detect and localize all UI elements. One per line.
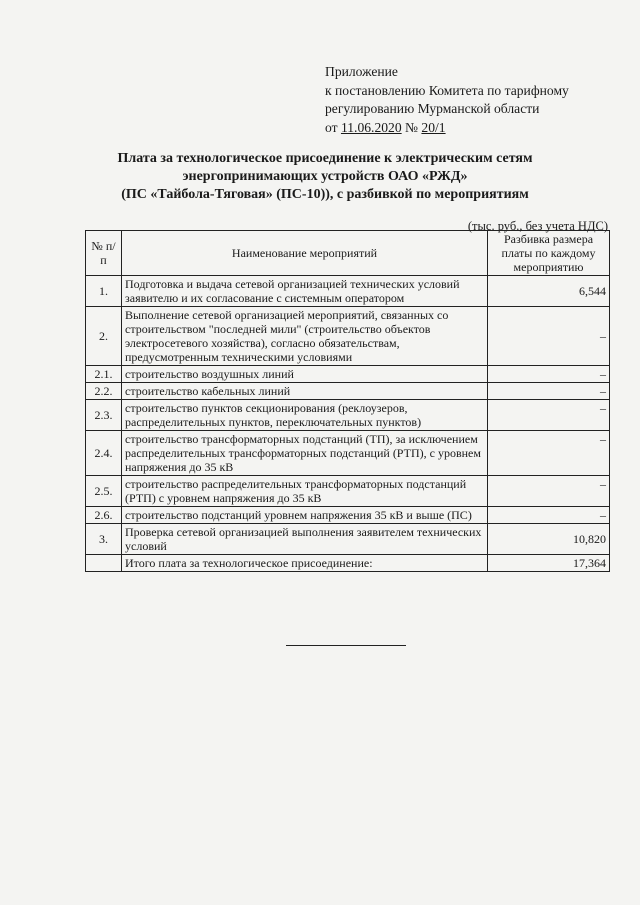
row-name: строительство кабельных линий (122, 383, 488, 400)
row-value: – (488, 507, 610, 524)
row-name: строительство воздушных линий (122, 366, 488, 383)
row-name: строительство подстанций уровнем напряжения 35 кВ и выше (ПС) (122, 507, 488, 524)
row-value: – (488, 431, 610, 476)
date-prefix: от (325, 119, 341, 135)
appendix-date-line (325, 119, 569, 138)
row-num: 1. (86, 276, 122, 307)
row-name: строительство распределительных трансформаторных подстанций (РТП) с уровнем напряжения до 35 кВ (122, 476, 488, 507)
table-row (86, 431, 610, 476)
title-line1: Плата за технологическое присоединение к электрическим сетям (117, 151, 533, 166)
header-value: Разбивка размера платы по каждому мероприятию (488, 231, 610, 276)
row-num: 2.5. (86, 476, 122, 507)
row-name: Подготовка и выдача сетевой организацией технических условий заявителю и их согласование с системным оператором (122, 276, 488, 307)
row-num: 2.2. (86, 383, 122, 400)
number-prefix: № (401, 119, 422, 135)
row-num: 2.4. (86, 431, 122, 476)
row-num: 3. (86, 524, 122, 555)
table-row (86, 366, 610, 383)
table-row (86, 507, 610, 524)
resolution-date: 11.06.2020 (340, 119, 402, 135)
row-value: – (488, 476, 610, 507)
appendix-line1: Приложение (325, 64, 398, 79)
row-num: 2. (86, 307, 122, 366)
fee-table (85, 230, 610, 572)
total-label: Итого плата за технологическое присоединение: (122, 555, 488, 572)
title-line3: (ПС «Тайбола-Тяговая» (ПС-10)), с разбивкой по мероприятиям (121, 187, 529, 202)
appendix-header (325, 63, 569, 137)
row-num: 2.1. (86, 366, 122, 383)
row-value: – (488, 383, 610, 400)
table-row (86, 276, 610, 307)
table-row (86, 307, 610, 366)
document-title (90, 150, 560, 204)
row-value: – (488, 366, 610, 383)
row-value: – (488, 400, 610, 431)
appendix-line3: регулированию Мурманской области (325, 101, 540, 116)
total-value: 17,364 (488, 555, 610, 572)
row-name: строительство пунктов секционирования (реклоузеров, распределительных пунктов, переключательных пунктов) (122, 400, 488, 431)
header-name: Наименование мероприятий (122, 231, 488, 276)
appendix-line2: к постановлению Комитета по тарифному (325, 82, 569, 98)
closing-line (286, 645, 406, 646)
table-row (86, 524, 610, 555)
table-header-row (86, 231, 610, 276)
table-row (86, 476, 610, 507)
table-row (86, 383, 610, 400)
total-num-empty (86, 555, 122, 572)
header-num: № п/п (86, 231, 122, 276)
row-name: Выполнение сетевой организацией мероприятий, связанных со строительством "последней мили" (строительство объектов электросетевого хозяйства), согласно обязательствам, предусмотренным техническими условиями (122, 307, 488, 366)
resolution-number: 20/1 (421, 119, 446, 135)
title-line2: энергопринимающих устройств ОАО «РЖД» (182, 169, 468, 184)
row-value: – (488, 307, 610, 366)
units-note: (тыс. руб., без учета НДС) (467, 219, 608, 233)
row-num: 2.3. (86, 400, 122, 431)
row-value: 6,544 (488, 276, 610, 307)
row-name: Проверка сетевой организацией выполнения заявителем технических условий (122, 524, 488, 555)
table-total-row (86, 555, 610, 572)
row-value: 10,820 (488, 524, 610, 555)
table-row (86, 400, 610, 431)
row-name: строительство трансформаторных подстанций (ТП), за исключением распределительных трансформаторных подстанций (РТП), с уровнем напряжения до 35 кВ (122, 431, 488, 476)
row-num: 2.6. (86, 507, 122, 524)
